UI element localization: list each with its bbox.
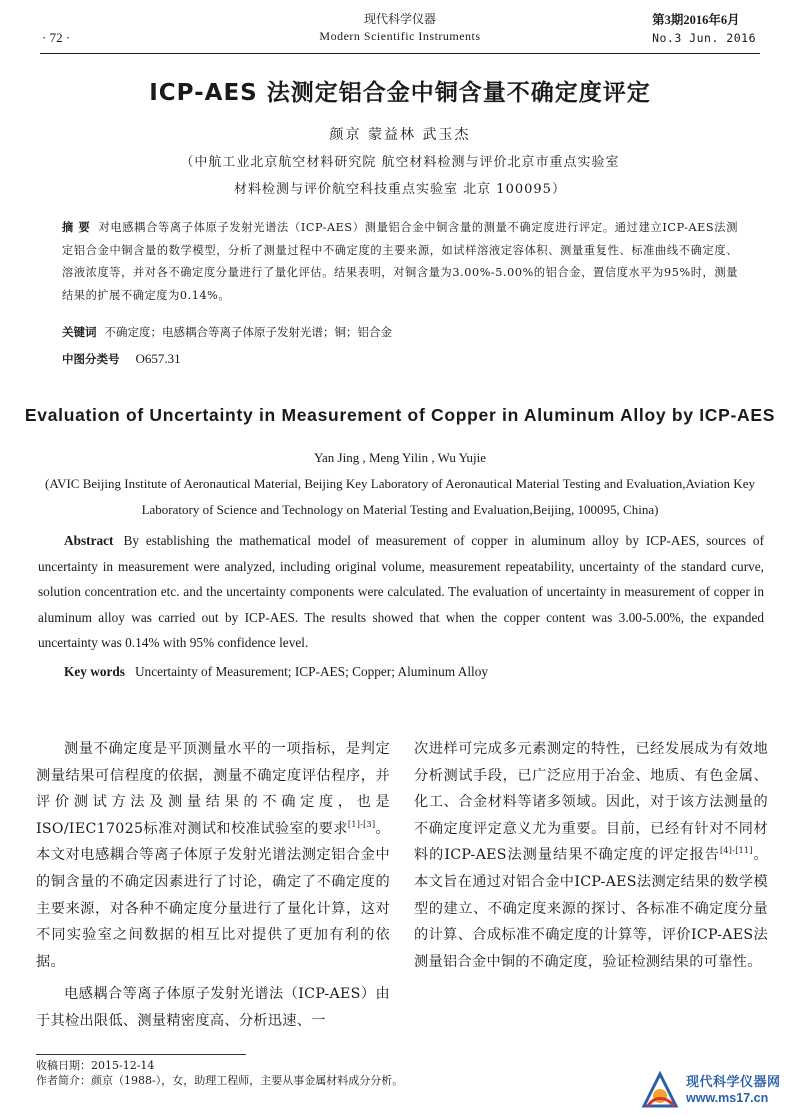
watermark-logo-icon [638,1066,684,1112]
body-column-right [414,736,768,975]
title-en: Evaluation of Uncertainty in Measurement of Copper in Aluminum Alloy by ICP-AES [24,405,776,425]
keywords-cn-label: 关键词 [62,325,97,339]
issue-cn: 第3期2016年6月 [652,13,740,27]
journal-name-cn: 现代科学仪器 [363,12,436,26]
classification-cn [62,351,181,367]
issue-info [652,11,756,47]
paragraph-text: 次进样可完成多元素测定的特性，已经发展成为有效地分析测试手段，已广泛应用于冶金、地质、有色金属、化工、合金材料等诸多领域。因此，对于该方法测量的不确定度评定意义尤为重要。目前，已经有针对不同材料的ICP-AES法测量结果不确定度的评定报告 [414,741,768,864]
watermark-name: 现代科学仪器网 [686,1075,781,1090]
footnote-rule [36,1054,246,1055]
paragraph [36,981,390,1034]
keywords-en-text: Uncertainty of Measurement; ICP-AES; Copper; Aluminum Alloy [134,664,489,679]
journal-name-en: Modern Scientific Instruments [319,29,481,43]
affiliation-cn-line1: （中航工业北京航空材料研究院 航空材料检测与评价北京市重点实验室 [180,155,620,170]
paragraph-text: 电感耦合等离子体原子发射光谱法（ICP-AES）由于其检出限低、测量精密度高、分析迅速、一 [36,986,390,1029]
keywords-en [64,664,488,680]
watermark-url: www.ms17.cn [686,1091,769,1105]
page-number: · 72 · [42,30,71,45]
keywords-cn-text: 不确定度；电感耦合等离子体原子发射光谱；铜；铝合金 [104,325,392,339]
paragraph [36,736,390,975]
paragraph-text: 。本文对电感耦合等离子体原子发射光谱法测定铝合金中的铜含量的不确定因素进行了讨论，确定了不确定度的主要来源，对各种不确定度分量进行了量化计算，这对不同实验室之间数据的相互比对提供了更加有利的依据。 [36,820,390,970]
footnote-author: 作者简介：颜京（1988-），女，助理工程师，主要从事金属材料成分分析。 [36,1074,404,1087]
authors-en: Yan Jing , Meng Yilin , Wu Yujie [313,450,487,465]
affiliation-cn-line2: 材料检测与评价航空科技重点实验室 北京 100095） [234,182,566,197]
keywords-en-label: Key words [64,664,125,679]
journal-name [250,11,550,45]
classification-number: O657.31 [135,351,181,366]
citation-ref: [1]-[3] [347,819,376,829]
abstract-cn [62,217,738,307]
title-cn: ICP-AES 法测定铝合金中铜含量不确定度评定 [149,80,651,106]
abstract-cn-text: 对电感耦合等离子体原子发射光谱法（ICP-AES）测量铝合金中铜含量的测量不确定度进行评定。通过建立ICP-AES法测定铝合金中铜含量的数学模型，分析了测量过程中不确定度的主要来源，如试样溶液定容体积、测量重复性、标准曲线不确定度、溶液浓度等，并对各不确定度分量进行了量化评估。结果表明，对铜含量为3.00%-5.00%的铝合金，置信度水平为95%时，测量结果的扩展不确定度为0.14%。 [62,221,738,302]
abstract-cn-label: 摘 要 [62,221,91,234]
affiliation-en-line2: Laboratory of Science and Technology on Material Testing and Evaluation,Beijing, 100095, China) [141,502,659,517]
issue-en: No.3 Jun. 2016 [652,31,756,45]
abstract-en [38,528,764,656]
keywords-cn [62,324,392,340]
abstract-en-text: By establishing the mathematical model of measurement of copper in aluminum alloy by ICP-AES, sources of uncertainty in measurement were analyzed, including original volume, measurement repeatability, uncertainty of the standard curve, solution concentration etc. and the uncertainty components were calculated. The evaluation of uncertainty in measurement of copper in aluminum alloy was carried out by ICP-AES. The results showed that when the copper content was 3.00-5.00%, the expanded uncertainty was 0.14% with 95% confidence level. [38,533,764,650]
abstract-en-label: Abstract [64,533,114,548]
classification-label: 中图分类号 [62,352,120,366]
body-column-left [36,736,390,1035]
paragraph-text: 。本文旨在通过对铝合金中ICP-AES法测定结果的数学模型的建立、不确定度来源的探讨、各标准不确定度分量的计算、合成标准不确定度的计算等，评价ICP-AES法测量铝合金中铜的不确定度，验证检测结果的可靠性。 [414,847,768,970]
citation-ref: [4]-[11] [719,846,753,856]
paragraph [414,736,768,975]
affiliation-en-line1: (AVIC Beijing Institute of Aeronautical Material, Beijing Key Laboratory of Aeronautical Material Testing and Evaluation,Aviation Key [45,476,755,491]
footnote-received: 收稿日期：2015-12-14 [36,1059,155,1072]
watermark [638,1066,788,1112]
authors-cn: 颜京 蒙益林 武玉杰 [329,127,471,143]
paragraph-text: 测量不确定度是平顶测量水平的一项指标，是判定测量结果可信程度的依据，测量不确定度评估程序，并评价测试方法及测量结果的不确定度，也是ISO/IEC17025标准对测试和校准试验室的要求 [36,741,390,837]
header-rule [40,53,760,54]
